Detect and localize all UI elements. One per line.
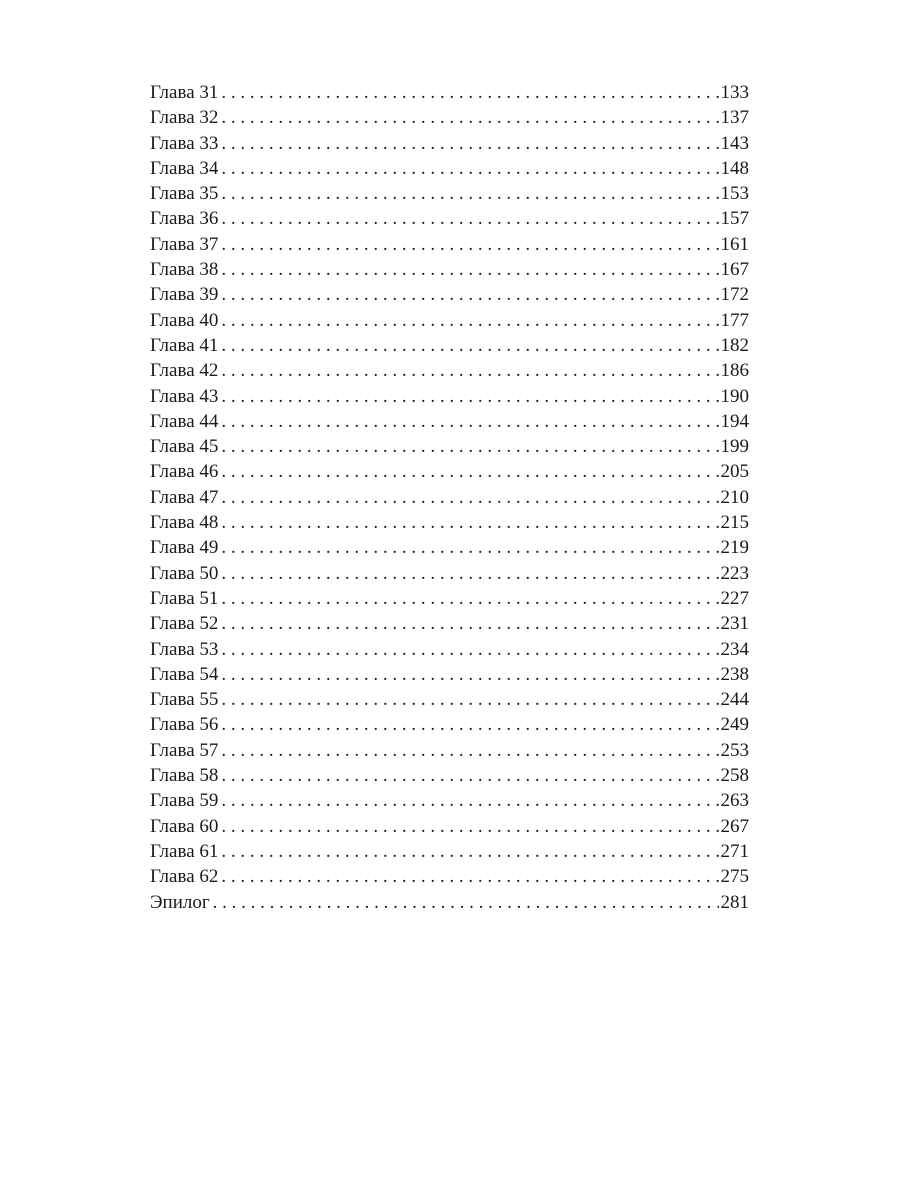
toc-entry xyxy=(150,232,749,257)
toc-entry-page-number: 143 xyxy=(720,132,749,154)
toc-entry-page-number: 275 xyxy=(720,866,749,888)
toc-entry xyxy=(150,131,749,156)
toc-entry-label: Глава 40 xyxy=(150,309,219,331)
toc-entry-label: Глава 32 xyxy=(150,107,219,129)
toc-entry xyxy=(150,409,749,434)
toc-entry-page-number: 194 xyxy=(720,410,749,432)
toc-dot-leader xyxy=(218,257,718,282)
toc-entry-page-number: 267 xyxy=(720,815,749,837)
toc-entry-label: Глава 34 xyxy=(150,157,219,179)
toc-entry-page-number: 133 xyxy=(720,82,749,103)
toc-entry xyxy=(150,662,749,687)
toc-entry-label: Глава 44 xyxy=(150,410,219,432)
toc-entry-page-number: 172 xyxy=(720,284,749,306)
toc-entry-page-number: 234 xyxy=(720,638,749,660)
toc-entry xyxy=(150,333,749,358)
toc-entry-label: Глава 39 xyxy=(150,284,219,306)
toc-entry xyxy=(150,257,749,282)
toc-entry-page-number: 258 xyxy=(720,765,749,787)
toc-entry xyxy=(150,434,749,459)
toc-entry xyxy=(150,384,749,409)
toc-entry-page-number: 199 xyxy=(720,436,749,458)
toc-entry xyxy=(150,637,749,662)
toc-entry xyxy=(150,510,749,535)
toc-entry-page-number: 182 xyxy=(720,334,749,356)
toc-entry-label: Глава 50 xyxy=(150,562,219,584)
toc-entry-page-number: 167 xyxy=(720,259,749,281)
toc-entry xyxy=(150,308,749,333)
toc-entry xyxy=(150,611,749,636)
toc-entry-page-number: 238 xyxy=(720,663,749,685)
toc-entry xyxy=(150,788,749,813)
toc-entry-label: Глава 58 xyxy=(150,765,219,787)
toc-entry-label: Глава 51 xyxy=(150,587,219,609)
toc-dot-leader xyxy=(218,384,718,409)
toc-entry-page-number: 205 xyxy=(720,461,749,483)
toc-entry-label: Глава 54 xyxy=(150,663,219,685)
toc-dot-leader xyxy=(218,712,718,737)
toc-entry xyxy=(150,459,749,484)
toc-dot-leader xyxy=(218,358,718,383)
toc-dot-leader xyxy=(218,232,718,257)
toc-dot-leader xyxy=(218,586,718,611)
toc-entry-page-number: 263 xyxy=(720,790,749,812)
toc-entry-page-number: 186 xyxy=(720,360,749,382)
toc-dot-leader xyxy=(218,282,718,307)
toc-entry-page-number: 281 xyxy=(720,891,749,913)
toc-entry-label: Глава 47 xyxy=(150,486,219,508)
toc-entry-label: Глава 49 xyxy=(150,537,219,559)
toc-entry-label: Глава 52 xyxy=(150,613,219,635)
toc-dot-leader xyxy=(218,510,718,535)
toc-entry-label: Глава 41 xyxy=(150,334,219,356)
toc-entry xyxy=(150,864,749,889)
toc-entry-label: Глава 45 xyxy=(150,436,219,458)
toc-dot-leader xyxy=(218,814,718,839)
toc-dot-leader xyxy=(210,890,719,915)
toc-dot-leader xyxy=(218,308,718,333)
toc-entry-label: Глава 42 xyxy=(150,360,219,382)
toc-entry-label: Глава 62 xyxy=(150,866,219,888)
toc-dot-leader xyxy=(218,864,718,889)
toc-entry-page-number: 253 xyxy=(720,739,749,761)
toc-dot-leader xyxy=(218,611,718,636)
toc-entry xyxy=(150,890,749,915)
toc-entry xyxy=(150,586,749,611)
toc-entry xyxy=(150,535,749,560)
toc-dot-leader xyxy=(218,434,718,459)
toc-dot-leader xyxy=(218,662,718,687)
toc-entry xyxy=(150,814,749,839)
toc-entry-label: Глава 53 xyxy=(150,638,219,660)
toc-entry xyxy=(150,738,749,763)
toc-entry-page-number: 210 xyxy=(720,486,749,508)
toc-entry-label: Глава 55 xyxy=(150,689,219,711)
toc-entry-label: Глава 46 xyxy=(150,461,219,483)
toc-entry-label: Глава 61 xyxy=(150,840,219,862)
toc-entry xyxy=(150,687,749,712)
toc-dot-leader xyxy=(218,485,718,510)
toc-entry-page-number: 153 xyxy=(720,183,749,205)
toc-entry-page-number: 137 xyxy=(720,107,749,129)
toc-entry-label: Глава 31 xyxy=(150,82,219,103)
toc-entry xyxy=(150,358,749,383)
toc-entry-page-number: 244 xyxy=(720,689,749,711)
toc-entry-page-number: 148 xyxy=(720,157,749,179)
toc-entry-page-number: 219 xyxy=(720,537,749,559)
toc-entry-label: Глава 60 xyxy=(150,815,219,837)
toc-entry-page-number: 231 xyxy=(720,613,749,635)
toc-entry-page-number: 271 xyxy=(720,840,749,862)
toc-entry-label: Глава 48 xyxy=(150,512,219,534)
toc-entry-page-number: 190 xyxy=(720,385,749,407)
toc-entry xyxy=(150,561,749,586)
toc-entry-page-number: 227 xyxy=(720,587,749,609)
toc-entry-label: Глава 57 xyxy=(150,739,219,761)
toc-dot-leader xyxy=(218,131,718,156)
toc-entry xyxy=(150,282,749,307)
toc-entry-page-number: 157 xyxy=(720,208,749,230)
toc-dot-leader xyxy=(218,788,718,813)
toc-dot-leader xyxy=(218,561,718,586)
toc-entry-label: Глава 33 xyxy=(150,132,219,154)
toc-entry-label: Глава 35 xyxy=(150,183,219,205)
toc-entry-label: Глава 59 xyxy=(150,790,219,812)
toc-entry-page-number: 161 xyxy=(720,233,749,255)
toc-entry xyxy=(150,105,749,130)
toc-entry-page-number: 249 xyxy=(720,714,749,736)
toc-entry-page-number: 215 xyxy=(720,512,749,534)
toc-dot-leader xyxy=(218,459,718,484)
toc-entry xyxy=(150,763,749,788)
toc-entry-page-number: 177 xyxy=(720,309,749,331)
toc-dot-leader xyxy=(218,409,718,434)
toc-dot-leader xyxy=(218,333,718,358)
toc-entry-label: Глава 43 xyxy=(150,385,219,407)
toc-dot-leader xyxy=(218,839,718,864)
toc-entry-label: Глава 37 xyxy=(150,233,219,255)
toc-entry-label: Глава 38 xyxy=(150,259,219,281)
table-of-contents xyxy=(150,80,749,915)
toc-entry xyxy=(150,485,749,510)
toc-dot-leader xyxy=(218,535,718,560)
toc-entry xyxy=(150,712,749,737)
toc-dot-leader xyxy=(218,637,718,662)
toc-entry xyxy=(150,839,749,864)
toc-entry xyxy=(150,156,749,181)
toc-dot-leader xyxy=(218,687,718,712)
toc-dot-leader xyxy=(218,738,718,763)
toc-entry xyxy=(150,206,749,231)
toc-entry-label: Глава 56 xyxy=(150,714,219,736)
toc-dot-leader xyxy=(218,763,718,788)
toc-entry xyxy=(150,80,749,105)
toc-dot-leader xyxy=(218,105,718,130)
toc-dot-leader xyxy=(218,181,718,206)
toc-entry xyxy=(150,181,749,206)
toc-entry-label: Глава 36 xyxy=(150,208,219,230)
toc-entry-page-number: 223 xyxy=(720,562,749,584)
toc-dot-leader xyxy=(218,156,718,181)
toc-dot-leader xyxy=(218,80,718,105)
toc-dot-leader xyxy=(218,206,718,231)
toc-entry-label: Эпилог xyxy=(150,891,210,913)
